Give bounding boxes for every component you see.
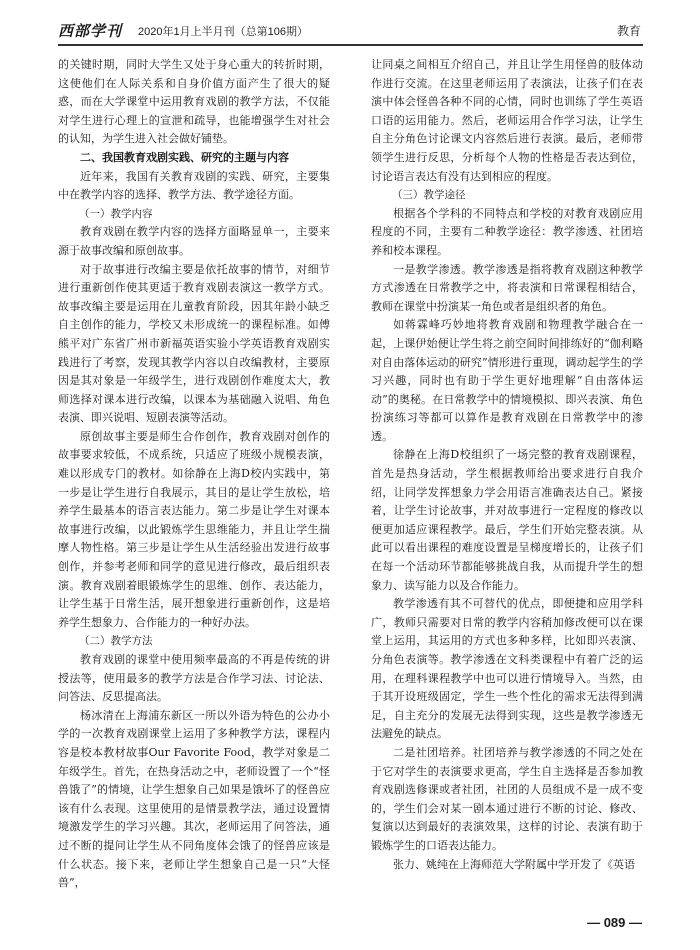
body-paragraph: 对于故事进行改编主要是依托故事的情节，对细节进行重新创作使其更适于教育戏剧表演这一教学方式。故事改编主要是运用在儿童教育阶段，因其年龄小缺乏自主创作的能力，学校又未形成统一的课程标准。如傅熊平对广东省广州市新福英语实验小学英语教育戏剧实践进行了考察，发现其教学内容以自改编教材，主要原因是其对象是一年级学生，进行戏剧创作难度太大，教师选择对课本进行改编，以课本为基础融入说唱、角色表演、即兴说唱、短剧表演等活动。	[58, 262, 330, 425]
body-paragraph: 原创故事主要是师生合作创作，教育戏剧对创作的故事要求较低，不成系统，只适应了班级小规模表演，难以形成专门的教材。如徐静在上海D校内实践中，第一步是让学生进行自我展示，其目的是让学生放松，培养学生最基本的语言表达能力。第二步是让学生对课本故事进行改编，以此锻炼学生思维能力，并且让学生揣摩人物性格。第三步是让学生从生活经验出发进行故事创作，并参考老师和同学的意见进行修改，最后组织表演。教育戏剧着眼锻炼学生的思维、创作、表达能力，让学生基于日常生活，展开想象进行重新创作，这是培养学生想象力、合作能力的一种好办法。	[58, 429, 330, 629]
page-header	[58, 18, 643, 46]
body-paragraph: 如蒋霖峰巧妙地将教育戏剧和物理教学融合在一起，上课伊始便让学生将之前空间时间排练好的“伽利略对自由落体运动的研究”情形进行重现，调动起学生的学习兴趣，同时也有助于学生更好地理解“自由落体运动”的奥秘。在日常教学中的情境模拟、即兴表演、角色扮演练习等都可以算作是教育戏剧在日常教学中的渗透。	[371, 318, 643, 443]
body-paragraph: 根据各个学科的不同特点和学校的对教育戏剧应用程度的不同，主要有二种教学途径：教学渗透、社团培养和校本课程。	[371, 206, 643, 257]
page-number: — 089 —	[587, 915, 642, 930]
body-paragraph: 二是社团培养。社团培养与教学渗透的不同之处在于它对学生的表演要求更高，学生自主选择是否参加教育戏剧选修课或者社团，社团的人员组成不是一成不变的，学生们会对某一剧本通过进行不断的讨论、修改、复演以达到最好的表演效果，这样的讨论、表演有助于锻炼学生的口语表达能力。	[371, 745, 643, 852]
subsection-heading: （一）教学内容	[79, 207, 153, 220]
section-heading: 二、我国教育戏剧实践、研究的主题与内容	[80, 151, 289, 164]
left-column	[58, 56, 330, 911]
body-paragraph: 一是教学渗透。教学渗透是指将教育戏剧这种教学方式渗透在日常教学之中，将表演和日常课程相结合，教师在课堂中扮演某一角色或者是组织者的角色。	[371, 262, 643, 313]
body-paragraph: 教育戏剧的课堂中使用频率最高的不再是传统的讲授法等，使用最多的教学方法是合作学习法、讨论法、问答法、反思提高法。	[58, 653, 330, 704]
subsection-heading: （三）教学途径	[392, 189, 466, 202]
body-paragraph: 教学渗透有其不可替代的优点，即便捷和应用学科广，教师只需要对日常的教学内容稍加修改便可以在课堂上运用，其运用的方式也多种多样，比如即兴表演、分角色表演等。教学渗透在文科类课程中有着广泛的运用，在理科课程教学中也可以进行情境导入。当然，由于其开设班级固定，学生一些个性化的需求无法得到满足，自主充分的发展无法得到实现，这些是教学渗透无法避免的缺点。	[371, 597, 643, 741]
body-paragraph: 教育戏剧在教学内容的选择方面略显单一，主要来源于故事改编和原创故事。	[58, 225, 330, 257]
body-paragraph: 的关键时期，同时大学生又处于身心重大的转折时期，这使他们在人际关系和自身价值方面产生了很大的疑惑，而在大学课堂中运用教育戏剧的教学方法，不仅能对学生进行心理上的宣泄和疏导，也能增强学生对社会的认知，为学生进入社会做好铺垫。	[58, 58, 330, 146]
journal-logo: 西部学刊	[58, 22, 123, 40]
body-paragraph: 徐静在上海D校组织了一场完整的教育戏剧课程，首先是热身活动，学生根据教师给出要求进行自我介绍，让同学发挥想象力学会用语言准确表达自己。紧接着，让学生讨论故事，并对故事进行一定程度的修改以便更加适应课程教学。最后，学生们开始完整表演。从此可以看出课程的难度设置是呈梯度增长的，让孩子们在每一个活动环节都能够挑战自我，从而提升学生的想象力、读写能力以及合作能力。	[371, 448, 643, 592]
right-column	[371, 56, 643, 911]
body-paragraph: 近年来，我国有关教育戏剧的实践、研究，主要集中在教学内容的选择、教学方法、教学途径方面。	[58, 169, 330, 202]
body-paragraph: 让同桌之间相互介绍自己，并且让学生用怪兽的肢体动作进行交流。在这里老师运用了表演法，让孩子们在表演中体会怪兽各种不同的心情，同时也训练了学生英语口语的运用能力。然后，老师运用合作学习法，让学生自主分角色讨论课文内容然后进行表演。最后，老师带领学生进行反思，分析每个人物的性格是否表达到位，讨论语言表达有没有达到相应的程度。	[371, 58, 643, 183]
subsection-heading: （二）教学方法	[79, 635, 153, 648]
section-label: 教育	[616, 24, 641, 38]
body-paragraph: 杨冰清在上海浦东新区一所以外语为特色的公办小学的一次教育戏剧课堂上运用了多种教学方法，课程内容是校本教材故事Our Favorite Food，教学对象是二年级学生。首先，在热身活动之中，老师设置了一个“怪兽饿了”的情境，让学生想象自己如果是饿坏了的怪兽应该有什么表现。这里使用的是情景教学法，通过设置情境激发学生的学习兴趣。其次，老师运用了问答法，通过不断的提问让学生从不同角度体会饿了的怪兽应该是什么状态。接下来，老师让学生想象自己是一只“大怪兽”，	[58, 708, 330, 890]
body-paragraph: 张力、姚纯在上海师范大学附属中学开发了《英语	[393, 857, 635, 871]
issue-info: 2020年1月上半月刊（总第106期）	[138, 26, 308, 38]
